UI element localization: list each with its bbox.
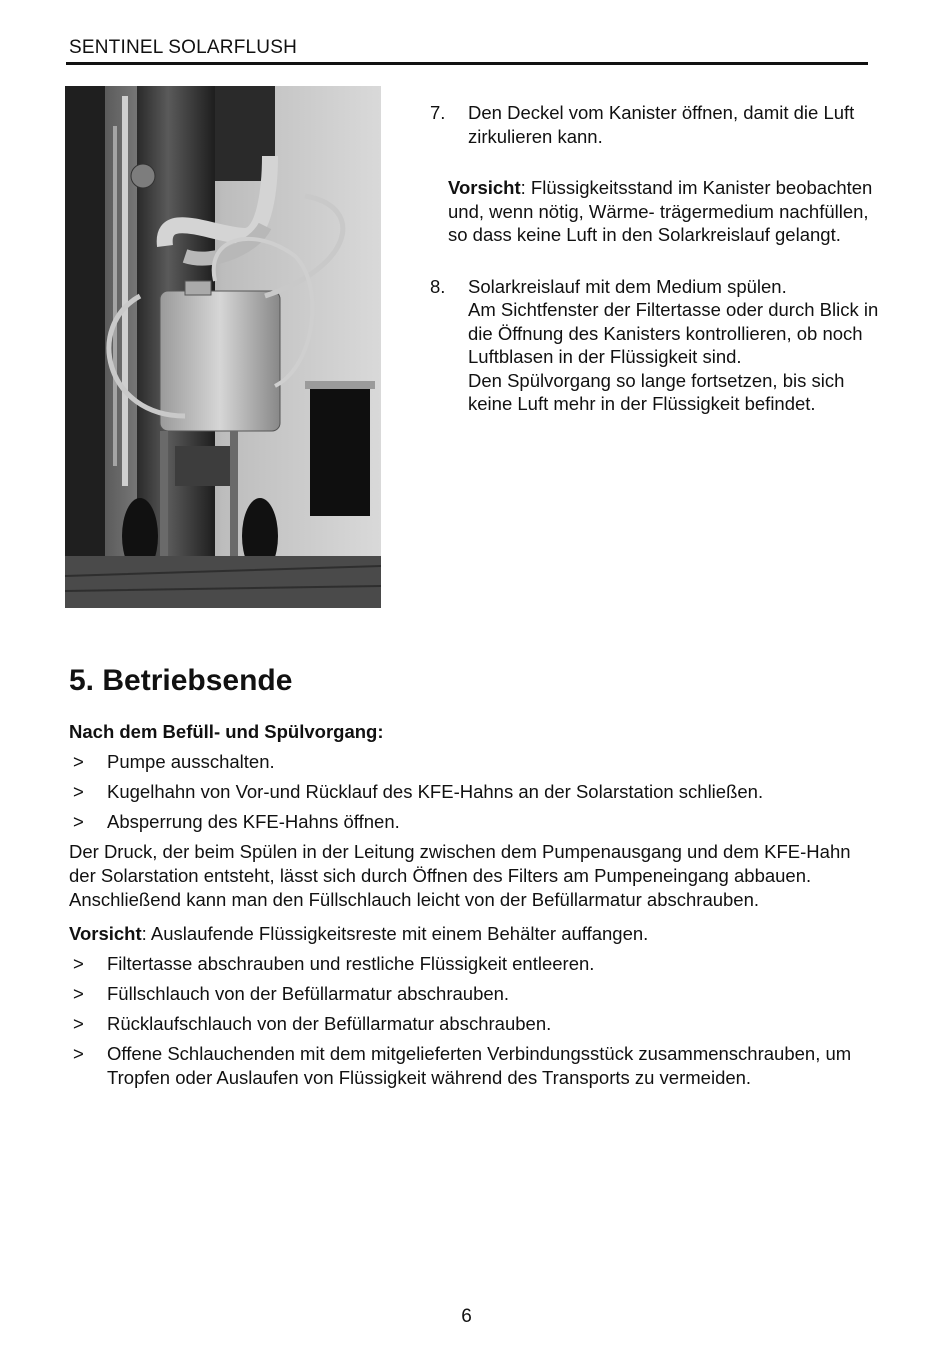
list-item-text: Filtertasse abschrauben und restliche Flüssigkeit entleeren. [107,953,595,974]
bullet-marker: > [73,1013,84,1034]
list-item [69,1042,859,1090]
bullet-marker: > [73,811,84,832]
step-line: Den Spülvorgang so lange fortsetzen, bis sich keine Luft mehr in der Flüssigkeit befindet. [468,369,845,414]
step-8 [430,275,880,416]
caution-label: Vorsicht [448,177,521,198]
paragraph: Der Druck, der beim Spülen in der Leitung zwischen dem Pumpenausgang und dem KFE-Hahn der Solarstation entsteht, lässt sich durch Öffnen des Filters am Pumpeneingang abbauen. Anschließend kann man den Füllschlauch leicht von der Befüllarmatur abschrauben. [69,841,851,910]
caution-label: Vorsicht [69,923,142,944]
step-text: Den Deckel vom Kanister öffnen, damit die Luft zirkulieren kann. [468,102,855,147]
step-7 [430,101,880,148]
list-item [69,952,859,976]
list-item [69,780,859,804]
list-item [69,982,859,1006]
bullet-marker: > [73,1043,84,1064]
bullet-list-1 [69,750,859,834]
caution-line [69,922,859,946]
list-item [69,750,859,774]
list-item-text: Absperrung des KFE-Hahns öffnen. [107,811,400,832]
list-item [69,1012,859,1036]
subheading: Nach dem Befüll- und Spülvorgang: [69,721,384,742]
page-number: 6 [461,1306,472,1327]
step-line: Am Sichtfenster der Filtertasse oder durch Blick in die Öffnung des Kanisters kontrollieren, ob noch Luftblasen in der Flüssigkeit sind. [468,299,879,367]
bullet-marker: > [73,781,84,802]
caution-text: : Auslaufende Flüssigkeitsreste mit einem Behälter auffangen. [141,923,649,944]
photo-illustration [65,86,381,608]
list-item [69,810,859,834]
list-item-text: Rücklaufschlauch von der Befüllarmatur abschrauben. [107,1013,552,1034]
bullet-marker: > [73,751,84,772]
caution-note [448,176,880,247]
step-line: Solarkreislauf mit dem Medium spülen. [468,275,787,297]
section-title: 5. Betriebsende [69,664,293,697]
step-number: 7. [430,102,446,123]
steps-list [430,101,880,416]
list-item-text: Pumpe ausschalten. [107,751,275,772]
list-item-text: Kugelhahn von Vor-und Rücklauf des KFE-Hahns an der Solarstation schließen. [107,781,764,802]
bullet-marker: > [73,953,84,974]
list-item-text: Offene Schlauchenden mit dem mitgelieferten Verbindungsstück zusammenschrauben, um Tropfen oder Auslaufen von Flüssigkeit während des Transports zu vermeiden. [107,1043,852,1088]
section-body [69,720,859,1096]
list-item-text: Füllschlauch von der Befüllarmatur abschrauben. [107,983,510,1004]
header-rule [66,62,868,65]
caution-text: : Flüssigkeitsstand im Kanister beobachten und, wenn nötig, Wärme- trägermedium nachfüllen, so dass keine Luft in den Solarkreislauf gelangt. [448,177,873,245]
header-title: SENTINEL SOLARFLUSH [69,37,297,58]
solarflush-station-photo [65,86,381,608]
bullet-list-2 [69,952,859,1090]
step-number: 8. [430,275,446,297]
bullet-marker: > [73,983,84,1004]
